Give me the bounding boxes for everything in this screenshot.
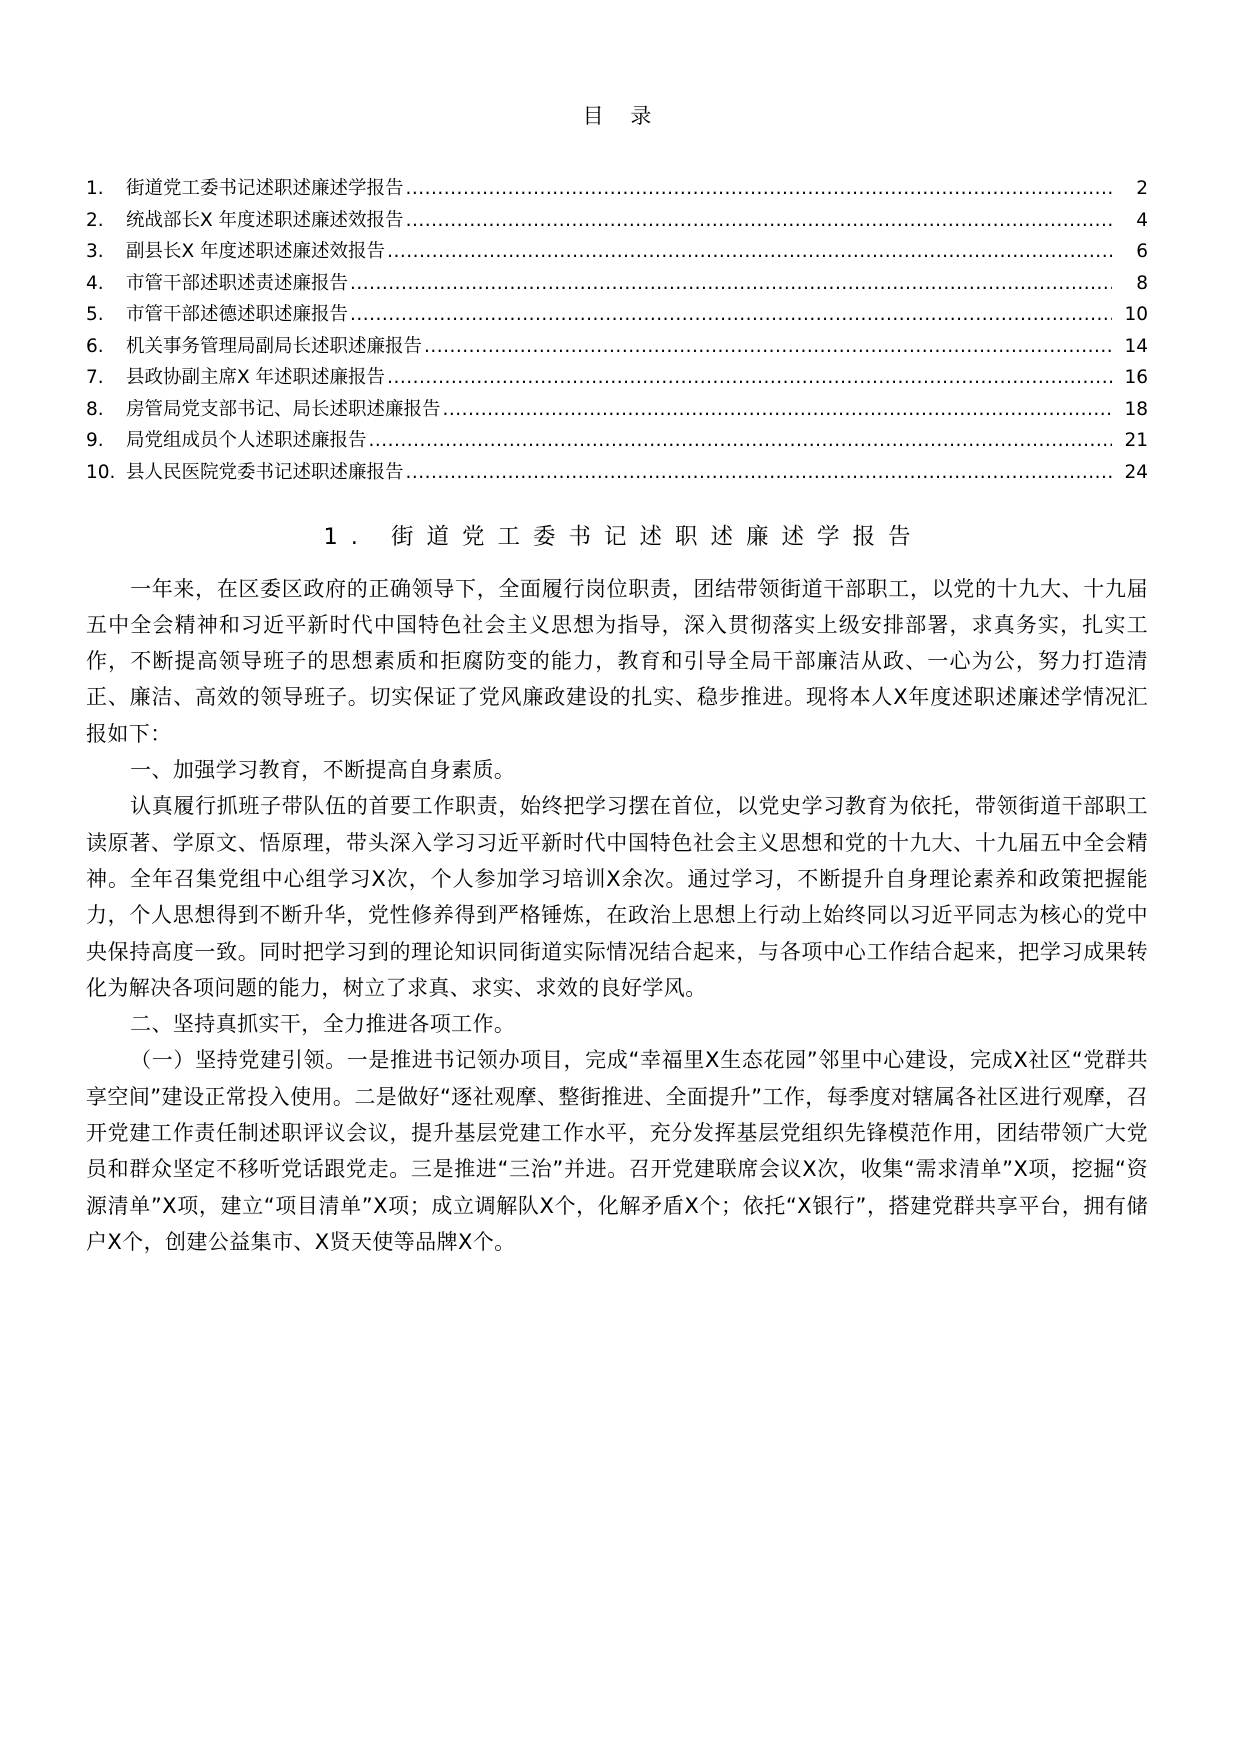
- toc-leader-dots: [443, 394, 1112, 426]
- toc-entry-label: 房管局党支部书记、局长述职述廉报告: [126, 398, 441, 420]
- toc-entry[interactable]: [86, 268, 1148, 300]
- toc-leader-dots: [387, 236, 1112, 268]
- section-heading: 1. 街道党工委书记述职述廉述学报告: [323, 524, 924, 551]
- toc-entry-number: 3.: [86, 241, 104, 263]
- paragraph: 认真履行抓班子带队伍的首要工作职责，始终把学习摆在首位，以党史学习教育为依托，带领街道干部职工读原著、学原文、悟原理，带头深入学习习近平新时代中国特色社会主义思想和党的十九大、十九届五中全会精神。全年召集党组中心组学习X次，个人参加学习培训X余次。通过学习，不断提升自身理论素养和政策把握能力，个人思想得到不断升华，党性修养得到严格锤炼，在政治上思想上行动上始终同以习近平同志为核心的党中央保持高度一致。同时把学习到的理论知识同街道实际情况结合起来，与各项中心工作结合起来，把学习成果转化为解决各项问题的能力，树立了求真、求实、求效的良好学风。: [86, 794, 1148, 1000]
- toc-entry-page: 21: [1124, 430, 1148, 452]
- page-content: [86, 0, 1148, 1260]
- toc-leader-dots: [369, 425, 1112, 457]
- toc-entry-page: 6: [1136, 241, 1148, 263]
- toc-leader-dots: [424, 331, 1112, 363]
- toc-entry-page: 16: [1124, 367, 1148, 389]
- toc-entry[interactable]: [86, 299, 1148, 331]
- toc-entry-page: 10: [1124, 304, 1148, 326]
- body-content: [86, 571, 1148, 1261]
- toc-entry-page: 14: [1124, 335, 1148, 357]
- toc-entry[interactable]: [86, 425, 1148, 457]
- paragraph: 一年来，在区委区政府的正确领导下，全面履行岗位职责，团结带领街道干部职工，以党的十九大、十九届五中全会精神和习近平新时代中国特色社会主义思想为指导，深入贯彻落实上级安排部署，求真务实，扎实工作，不断提高领导班子的思想素质和拒腐防变的能力，教育和引导全局干部廉洁从政、一心为公，努力打造清正、廉洁、高效的领导班子。切实保证了党风廉政建设的扎实、稳步推进。现将本人X年度述职述廉述学情况汇报如下：: [86, 576, 1148, 746]
- toc-entry-label: 县政协副主席X 年述职述廉报告: [126, 367, 386, 389]
- toc-entry-number: 5.: [86, 304, 104, 326]
- toc-entry[interactable]: [86, 205, 1148, 237]
- toc-leader-dots: [406, 457, 1112, 489]
- toc-entry-label: 街道党工委书记述职述廉述学报告: [126, 178, 404, 200]
- toc-entry-label: 机关事务管理局副局长述职述廉报告: [126, 335, 423, 357]
- toc-entry-page: 8: [1136, 272, 1148, 294]
- toc-entry-number: 10.: [86, 461, 116, 483]
- table-of-contents: [86, 173, 1148, 488]
- toc-entry-page: 24: [1124, 461, 1148, 483]
- toc-entry[interactable]: [86, 457, 1148, 489]
- toc-leader-dots: [406, 173, 1112, 205]
- toc-entry-page: 18: [1124, 398, 1148, 420]
- toc-entry-page: 2: [1136, 178, 1148, 200]
- toc-entry-number: 8.: [86, 398, 104, 420]
- toc-entry[interactable]: [86, 236, 1148, 268]
- toc-entry-number: 6.: [86, 335, 104, 357]
- toc-entry-number: 9.: [86, 430, 104, 452]
- paragraph-subheading: 一、加强学习教育，不断提高自身素质。: [130, 758, 516, 783]
- toc-leader-dots: [406, 205, 1112, 237]
- toc-entry-number: 1.: [86, 178, 104, 200]
- paragraph: （一）坚持党建引领。一是推进书记领办项目，完成“幸福里X生态花园”邻里中心建设，完成X社区“党群共享空间”建设正常投入使用。二是做好“逐社观摩、整街推进、全面提升”工作，每季度对辖属各社区进行观摩，召开党建工作责任制述职评议会议，提升基层党建工作水平，充分发挥基层党组织先锋模范作用，团结带领广大党员和群众坚定不移听党话跟党走。三是推进“三治”并进。召开党建联席会议X次，收集“需求清单”X项，挖掘“资源清单”X项，建立“项目清单”X项；成立调解队X个，化解矛盾X个；依托“X银行”，搭建党群共享平台，拥有储户X个，创建公益集市、X贤天使等品牌X个。: [86, 1048, 1148, 1254]
- toc-entry-label: 统战部长X 年度述职述廉述效报告: [126, 209, 404, 231]
- toc-entry-number: 7.: [86, 367, 104, 389]
- toc-title: 目 录: [582, 104, 662, 128]
- toc-entry-label: 市管干部述德述职述廉报告: [126, 304, 349, 326]
- toc-leader-dots: [350, 268, 1112, 300]
- toc-entry-page: 4: [1136, 209, 1148, 231]
- toc-leader-dots: [387, 362, 1112, 394]
- toc-leader-dots: [350, 299, 1112, 331]
- toc-entry-label: 副县长X 年度述职述廉述效报告: [126, 241, 386, 263]
- toc-entry-label: 局党组成员个人述职述廉报告: [126, 430, 367, 452]
- toc-entry[interactable]: [86, 173, 1148, 205]
- toc-entry[interactable]: [86, 362, 1148, 394]
- toc-entry-label: 市管干部述职述责述廉报告: [126, 272, 349, 294]
- toc-entry[interactable]: [86, 394, 1148, 426]
- toc-entry-number: 4.: [86, 272, 104, 294]
- toc-entry[interactable]: [86, 331, 1148, 363]
- toc-entry-number: 2.: [86, 209, 104, 231]
- paragraph-subheading: 二、坚持真抓实干，全力推进各项工作。: [130, 1012, 516, 1037]
- toc-entry-label: 县人民医院党委书记述职述廉报告: [126, 461, 404, 483]
